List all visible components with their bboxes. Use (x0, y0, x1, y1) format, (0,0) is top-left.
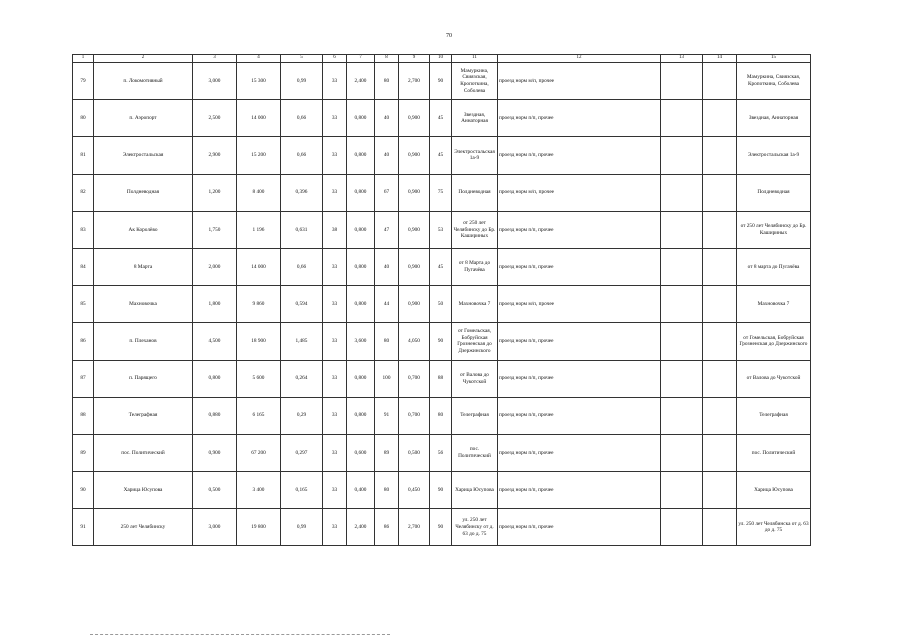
table-cell: от 8 марта до Пугачёва (737, 248, 811, 285)
table-cell: 0,800 (347, 286, 375, 323)
table-cell: Махновочка 7 (452, 286, 498, 323)
table-cell: от 250 лет Челябинску до Бр. Кашириных (737, 211, 811, 248)
table-cell: 0,700 (399, 397, 430, 434)
table-cell (703, 137, 737, 174)
table-cell: от Гомельская, Бобруйская Грозненская до Дзержинского (452, 323, 498, 360)
table-cell: 33 (323, 286, 347, 323)
table-cell: 0,66 (281, 137, 323, 174)
table-cell: от 8 Марта до Пугачёва (452, 248, 498, 285)
table-cell: 89 (73, 434, 94, 471)
table-cell: Телеграфная (452, 397, 498, 434)
table-cell: 33 (323, 100, 347, 137)
table-cell: 67 200 (237, 434, 281, 471)
table-cell (661, 397, 703, 434)
table-cell: 91 (375, 397, 399, 434)
table-cell: 80 (375, 323, 399, 360)
column-header: 8 (375, 55, 399, 63)
table-cell: 0,600 (347, 434, 375, 471)
table-cell (661, 174, 703, 211)
table-cell (703, 211, 737, 248)
table-row (73, 397, 811, 434)
table-cell: 67 (375, 174, 399, 211)
table-cell: Полдневодная (737, 174, 811, 211)
page-number: 70 (446, 33, 452, 39)
table-cell: Мамуркина, Свиязская, Кропоткина, Соболева (737, 63, 811, 100)
column-header: 2 (94, 55, 193, 63)
table-cell: 89 (375, 434, 399, 471)
column-header: 11 (452, 55, 498, 63)
table-cell: 33 (323, 137, 347, 174)
table-cell: 33 (323, 323, 347, 360)
footer-rule (90, 634, 390, 635)
table-cell: ул. 250 лет Челябинску от д. 63 до д. 75 (452, 509, 498, 546)
table-cell: 33 (323, 248, 347, 285)
table-cell: 81 (73, 137, 94, 174)
table-cell: 2,000 (193, 248, 237, 285)
table-cell: 75 (430, 174, 452, 211)
table-cell: проезд норм п/п, прочее (498, 472, 661, 509)
table-cell: от 250 лет Челябинску до Бр. Кашириных (452, 211, 498, 248)
table-cell: 88 (73, 397, 94, 434)
table-cell: Электростальская 1а-9 (452, 137, 498, 174)
table-cell: 33 (323, 434, 347, 471)
table-row (73, 137, 811, 174)
table-cell: проезд норм п/п, прочее (498, 323, 661, 360)
table-cell: 88 (430, 360, 452, 397)
table-cell (661, 286, 703, 323)
table-cell: 91 (73, 509, 94, 546)
table-cell (661, 137, 703, 174)
table-cell: 14 000 (237, 100, 281, 137)
table-cell: 15 200 (237, 137, 281, 174)
table-cell: пос. Политический (452, 434, 498, 471)
table-cell: проезд норм п/п, прочее (498, 397, 661, 434)
table-cell: 14 000 (237, 248, 281, 285)
table-cell: 0,500 (193, 472, 237, 509)
table-cell: 53 (430, 211, 452, 248)
table-cell: 1,800 (193, 286, 237, 323)
table-cell (703, 174, 737, 211)
column-header: 9 (399, 55, 430, 63)
table-cell: п. Плеханов (94, 323, 193, 360)
table-cell (661, 509, 703, 546)
table-row (73, 211, 811, 248)
table-cell: 2,700 (399, 509, 430, 546)
column-header: 12 (498, 55, 661, 63)
table-cell: 2,900 (193, 137, 237, 174)
column-header: 3 (193, 55, 237, 63)
table-cell (703, 63, 737, 100)
table-cell: ул. 250 лет Челябинска от д. 63 до д. 75 (737, 509, 811, 546)
table-cell: 33 (323, 509, 347, 546)
table-cell: 0,900 (399, 248, 430, 285)
table-cell: 56 (430, 434, 452, 471)
table-cell: 40 (375, 248, 399, 285)
table-cell: 0,99 (281, 509, 323, 546)
column-header: 15 (737, 55, 811, 63)
table-cell: 6 165 (237, 397, 281, 434)
table-cell: 0,594 (281, 286, 323, 323)
table-cell: Харица Юсупова (94, 472, 193, 509)
column-header: 5 (281, 55, 323, 63)
table-cell: 0,900 (399, 174, 430, 211)
table-cell: п. Парящего (94, 360, 193, 397)
table-cell: от Гомельская, Бобруйская Грозненская до Дзержинского (737, 323, 811, 360)
table-cell: 4,050 (399, 323, 430, 360)
table-cell: 80 (430, 397, 452, 434)
table-cell: проезд норм п/п, прочее (498, 434, 661, 471)
table-cell (661, 434, 703, 471)
table-cell (661, 248, 703, 285)
table-row (73, 434, 811, 471)
table-cell: 3 400 (237, 472, 281, 509)
table-cell: 1,200 (193, 174, 237, 211)
table-cell: 0,500 (399, 434, 430, 471)
table-cell: 80 (73, 100, 94, 137)
table-cell: проезд норм м/п, прочее (498, 174, 661, 211)
table-cell: Электростальская 1а-9 (737, 137, 811, 174)
table-cell: 0,700 (399, 360, 430, 397)
table-cell: п. Аэропорт (94, 100, 193, 137)
table-cell (703, 248, 737, 285)
table-cell: проезд норм п/п, прочее (498, 137, 661, 174)
table-cell (661, 63, 703, 100)
table-cell: 33 (323, 63, 347, 100)
table-cell: 40 (375, 137, 399, 174)
table-cell: 1 196 (237, 211, 281, 248)
table-cell: 33 (323, 397, 347, 434)
table-cell: от Валова до Чукотской (452, 360, 498, 397)
table-cell: проезд норм п/п, прочее (498, 248, 661, 285)
table-cell: 86 (73, 323, 94, 360)
table-cell: 0,800 (193, 360, 237, 397)
table-cell: 38 (323, 211, 347, 248)
table-cell: 86 (375, 509, 399, 546)
header-row (73, 55, 811, 63)
table-cell: 90 (430, 63, 452, 100)
table-cell (703, 286, 737, 323)
table-cell: Полдневодная (94, 174, 193, 211)
table-cell: 5 600 (237, 360, 281, 397)
table-cell: 45 (430, 248, 452, 285)
column-header: 7 (347, 55, 375, 63)
table-cell: Харица Юсупова (737, 472, 811, 509)
table-cell: 0,29 (281, 397, 323, 434)
table-cell (703, 100, 737, 137)
table-cell: 79 (73, 63, 94, 100)
table-cell: проезд норм м/п, прочее (498, 286, 661, 323)
table-cell: 50 (430, 286, 452, 323)
table-cell: пос. Политический (737, 434, 811, 471)
table-cell: 2,400 (347, 63, 375, 100)
table-cell (661, 472, 703, 509)
table-cell: 80 (375, 472, 399, 509)
table-row (73, 360, 811, 397)
table-cell: 0,800 (347, 137, 375, 174)
table-cell: 3,000 (193, 63, 237, 100)
table-cell: проезд норм м/п, прочее (498, 63, 661, 100)
table-cell: 90 (430, 509, 452, 546)
table-cell: Махновочка (94, 286, 193, 323)
table-cell: 2,500 (193, 100, 237, 137)
table-row (73, 100, 811, 137)
table-cell: 0,800 (347, 100, 375, 137)
table-cell: 0,800 (347, 248, 375, 285)
column-header: 6 (323, 55, 347, 63)
column-header: 13 (661, 55, 703, 63)
table-cell: Ак Королёво (94, 211, 193, 248)
table-cell (703, 434, 737, 471)
table-cell: 44 (375, 286, 399, 323)
table-cell: 0,900 (399, 286, 430, 323)
table-cell: Телеграфная (94, 397, 193, 434)
table-cell: Телеграфная (737, 397, 811, 434)
table-cell: 40 (375, 100, 399, 137)
table-cell: проезд норм п/п, прочее (498, 100, 661, 137)
table-cell (703, 397, 737, 434)
table-cell: 87 (73, 360, 94, 397)
table-cell: 3,000 (193, 509, 237, 546)
table-cell (661, 100, 703, 137)
table-cell: 1,750 (193, 211, 237, 248)
table-body (73, 63, 811, 546)
table-cell: проезд норм п/п, прочее (498, 509, 661, 546)
column-header: 10 (430, 55, 452, 63)
table-cell: 90 (73, 472, 94, 509)
table-cell: 45 (430, 100, 452, 137)
table-cell: 0,900 (193, 434, 237, 471)
table-cell (703, 323, 737, 360)
table-cell: 45 (430, 137, 452, 174)
table-cell: 0,165 (281, 472, 323, 509)
table-cell (661, 323, 703, 360)
table-cell: 2,400 (347, 509, 375, 546)
register-table (72, 54, 811, 546)
table-cell: Звездная, Аннаторная (452, 100, 498, 137)
table-cell: 0,396 (281, 174, 323, 211)
table-cell (661, 360, 703, 397)
table-row (73, 472, 811, 509)
table-cell (703, 509, 737, 546)
table-cell: 8 400 (237, 174, 281, 211)
table-row (73, 323, 811, 360)
table-cell: 0,450 (399, 472, 430, 509)
table-cell: Электростальская (94, 137, 193, 174)
table-cell: проезд норм п/п, прочее (498, 211, 661, 248)
table-cell: 84 (73, 248, 94, 285)
table-cell: 0,800 (347, 174, 375, 211)
table-cell: 0,297 (281, 434, 323, 471)
table-cell: 0,880 (193, 397, 237, 434)
table-cell: 250 лет Челябинску (94, 509, 193, 546)
table-cell: 0,800 (347, 360, 375, 397)
table-cell: 2,700 (399, 63, 430, 100)
table-row (73, 248, 811, 285)
table-row (73, 63, 811, 100)
table-cell: 9 860 (237, 286, 281, 323)
table-row (73, 286, 811, 323)
table-cell: 83 (73, 211, 94, 248)
table-cell: от Валова до Чукотской (737, 360, 811, 397)
table-cell: 0,66 (281, 100, 323, 137)
table-cell: Мамуркина, Свиязская, Кропоткина, Соболева (452, 63, 498, 100)
table-cell: 8 Марта (94, 248, 193, 285)
table-cell: Махновочка 7 (737, 286, 811, 323)
table-cell: 19 800 (237, 509, 281, 546)
table-cell: 0,800 (347, 211, 375, 248)
table-cell: 15 300 (237, 63, 281, 100)
table-cell: 1,485 (281, 323, 323, 360)
table-cell: Звездная, Аннаторная (737, 100, 811, 137)
table-cell: 0,264 (281, 360, 323, 397)
table-cell (703, 360, 737, 397)
table-cell: 3,600 (347, 323, 375, 360)
table-cell: 0,900 (399, 100, 430, 137)
table-cell: 33 (323, 472, 347, 509)
table-cell: 33 (323, 174, 347, 211)
table-cell: 0,900 (399, 211, 430, 248)
table-cell: 47 (375, 211, 399, 248)
column-header: 14 (703, 55, 737, 63)
table-cell: 0,99 (281, 63, 323, 100)
table-cell: 0,900 (399, 137, 430, 174)
table-cell: п. Локомотивный (94, 63, 193, 100)
table-cell: 0,631 (281, 211, 323, 248)
table-cell (703, 472, 737, 509)
table-cell: 90 (430, 323, 452, 360)
table-cell: 82 (73, 174, 94, 211)
table-cell: пос. Политический (94, 434, 193, 471)
column-header: 1 (73, 55, 94, 63)
table-row (73, 174, 811, 211)
table-cell: 33 (323, 360, 347, 397)
table-cell: 90 (430, 472, 452, 509)
table-cell: 0,400 (347, 472, 375, 509)
table-cell: проезд норм п/п, прочее (498, 360, 661, 397)
table-cell: 0,800 (347, 397, 375, 434)
table-cell: Полдневодная (452, 174, 498, 211)
table-cell: 0,66 (281, 248, 323, 285)
table-cell (661, 211, 703, 248)
column-header: 4 (237, 55, 281, 63)
table-cell: 18 900 (237, 323, 281, 360)
table-cell: 80 (375, 63, 399, 100)
table-cell: 85 (73, 286, 94, 323)
table-cell: Харица Юсупова (452, 472, 498, 509)
table-cell: 4,500 (193, 323, 237, 360)
table-cell: 100 (375, 360, 399, 397)
table-row (73, 509, 811, 546)
